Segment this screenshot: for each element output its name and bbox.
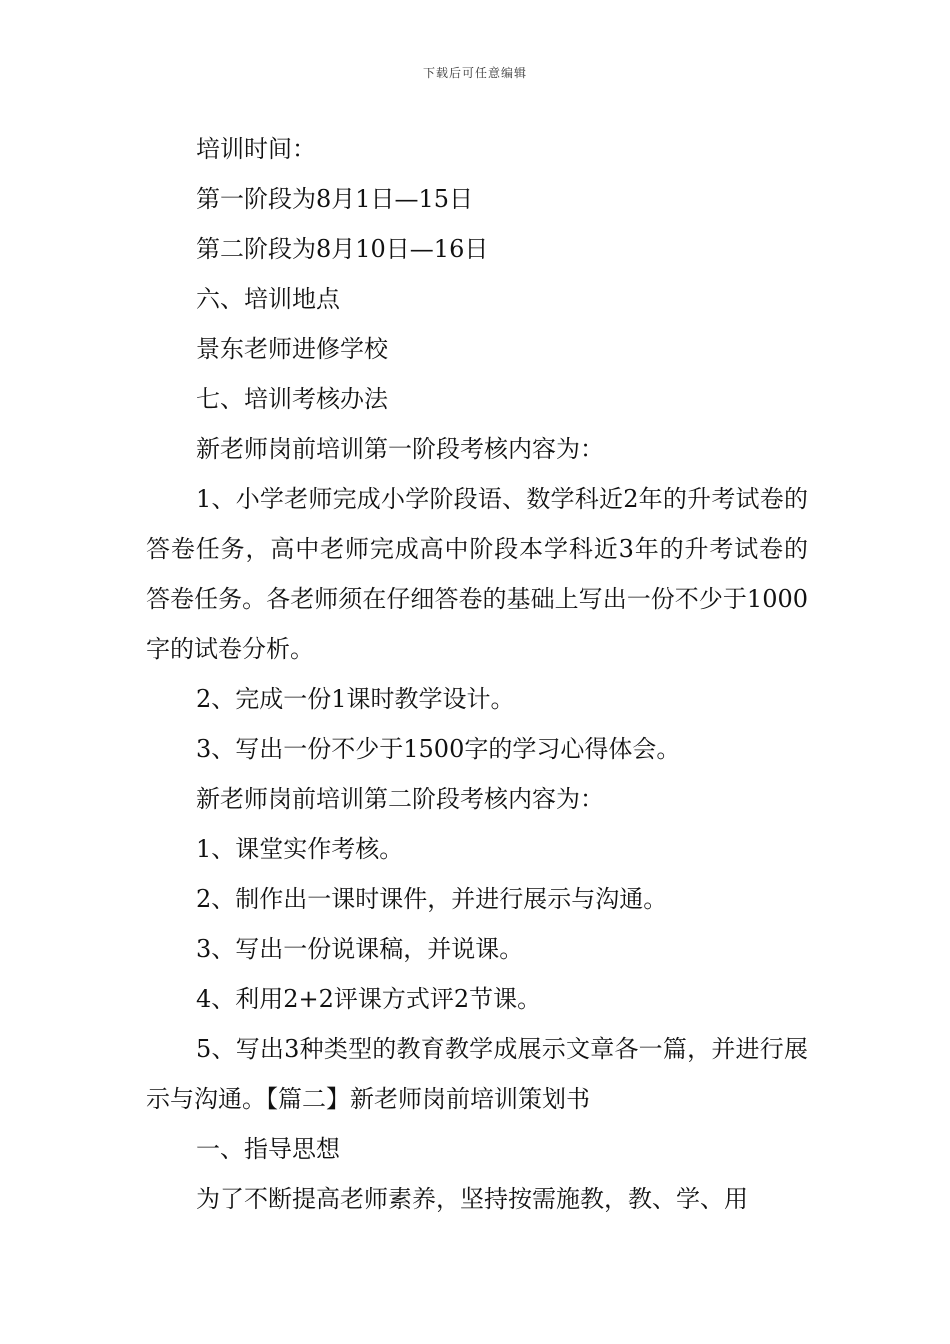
list-item-stage-two-4: 4、利用2+2评课方式评2节课。 [196,985,542,1013]
section-heading-assessment: 七、培训考核办法 [196,385,388,413]
page-header: 下载后可任意编辑 [422,66,527,80]
paragraph-location: 景东老师进修学校 [196,335,388,363]
list-item-stage-two-1: 1、课堂实作考核。 [196,835,404,863]
list-item-stage-two-3: 3、写出一份说课稿，并说课。 [196,935,524,963]
paragraph-stage-two-assessment: 新老师岗前培训第二阶段考核内容为： [196,785,604,813]
paragraph-stage-one: 第一阶段为8月1日—15日 [196,185,474,213]
section-heading-location: 六、培训地点 [196,285,340,313]
paragraph-training-time: 培训时间： [196,135,316,163]
list-item-stage-one-1: 1、小学老师完成小学阶段语、数学科近2年的升考试卷的答卷任务，高中老师完成高中阶段本学科近3年的升考试卷的答卷任务。各老师须在仔细答卷的基础上写出一份不少于1000字的试卷分析。 [146,485,808,663]
document-body [146,124,808,1224]
paragraph-stage-one-assessment: 新老师岗前培训第一阶段考核内容为： [196,435,604,463]
list-item-stage-two-5: 5、写出3种类型的教育教学成展示文章各一篇，并进行展示与沟通。【篇二】新老师岗前培训策划书 [146,1035,808,1113]
list-item-stage-two-2: 2、制作出一课时课件，并进行展示与沟通。 [196,885,668,913]
paragraph-guiding-thought: 为了不断提高老师素养，坚持按需施教，教、学、用 [196,1185,748,1213]
paragraph-stage-two: 第二阶段为8月10日—16日 [196,235,489,263]
list-item-stage-one-2: 2、完成一份1课时教学设计。 [196,685,515,713]
list-item-stage-one-3: 3、写出一份不少于1500字的学习心得体会。 [196,735,681,763]
section-heading-guiding-thought: 一、指导思想 [196,1135,340,1163]
